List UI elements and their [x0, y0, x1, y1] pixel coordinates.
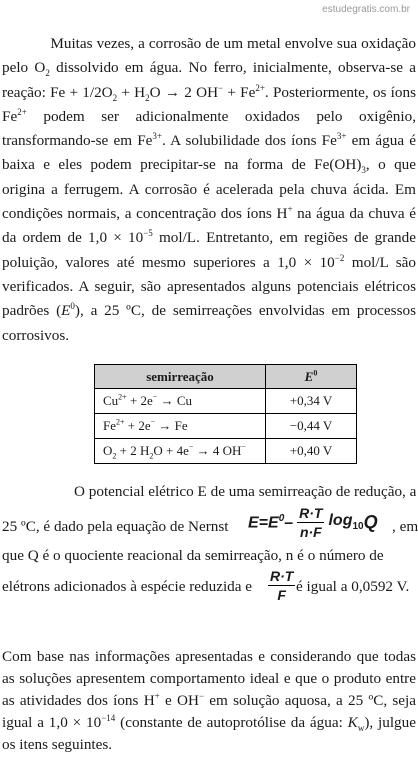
standard-potentials-table [94, 364, 357, 464]
equation-lhs: $E=E^0-$ [248, 512, 294, 532]
quotient-text-line1: que Q é o quociente reacional da semirreação, n é o número de [2, 547, 384, 564]
quotient-text-line2-end: é igual a 0,0592 V. [296, 578, 410, 595]
potential-cell: −0,44 V [266, 414, 357, 439]
potential-cell: +0,34 V [266, 389, 357, 414]
equation-q: Q [363, 512, 378, 532]
table-header-row [95, 365, 357, 389]
table-row [95, 439, 357, 464]
reaction-cell: $Fe^{2+} + 2e^- \to Fe$ [95, 414, 266, 439]
nernst-equation [248, 504, 378, 541]
column-header-reaction: semirreação [95, 365, 266, 389]
equation-fraction: $\frac{R\cdot T}{n\cdot F}$ [299, 505, 323, 540]
intro-paragraph: Muitas vezes, a corrosão de um metal envolve sua oxidação pelo $O_2$ dissolvido em água. No ferro, inicialmente, observa-se a reação: $Fe + 1/2O_2 + H_2O \to 2$ $OH^- + Fe^{2+}$. Posteriormente, os íons $Fe^{2+}$ podem ser adicionalmente oxidados pelo oxigênio, transformando-se em $Fe^{3+}$. A solubilidade dos íons $Fe^{3+}$ em água é baixa e eles podem precipitar-se na forma de $Fe(OH)_3$, o que origina a ferrugem. A corrosão é acelerada pela chuva ácida. Em condições normais, a concentração dos íons H+ na água da chuva é da ordem de $1,0 \times 10^{-5}$ mol/L. Entretanto, em regiões de grande poluição, valores até mesmo superiores a $1,0 \times 10^{-2}$ mol/L são verificados. A seguir, são apresentados alguns potenciais elétricos padrões $(E^0)$, a 25 ºC, de semirreações envolvidas em processos corrosivos. [2, 35, 417, 344]
column-header-potential: $E^0$ [266, 365, 357, 389]
reaction-cell: $O_2 + 2$ $H_2O + 4e^- \to 4$ OH− [95, 439, 266, 464]
nernst-text-line2: 25 ºC, é dado pela equação de Nernst [2, 518, 229, 535]
rt-over-f-fraction: $\frac{R\cdot T}{F}$ [270, 568, 294, 603]
quotient-text-line2: elétrons adicionados à espécie reduzida e [2, 578, 253, 595]
watermark: estudegratis.com.br [322, 4, 410, 15]
nernst-text-line1: O potencial elétrico E de uma semirreação de redução, a [74, 483, 417, 500]
nernst-text-line2-end: , em [392, 518, 418, 535]
table-row [95, 389, 357, 414]
table-row [95, 414, 357, 439]
reaction-cell: $Cu^{2+} + 2e^- \to Cu$ [95, 389, 266, 414]
closing-paragraph: Com base nas informações apresentadas e considerando que todas as soluções apresentem comportamento ideal e que o produto entre as atividades dos íons H+ e OH− em solução aquosa, a 25 ºC, seja igual a $1,0 \times 10^{-14}$ (constante de autoprotólise da água: $K_w$), julgue os itens seguintes. [2, 648, 416, 753]
potential-cell: +0,40 V [266, 439, 357, 464]
equation-log: $\log_{10}$ [328, 512, 364, 533]
